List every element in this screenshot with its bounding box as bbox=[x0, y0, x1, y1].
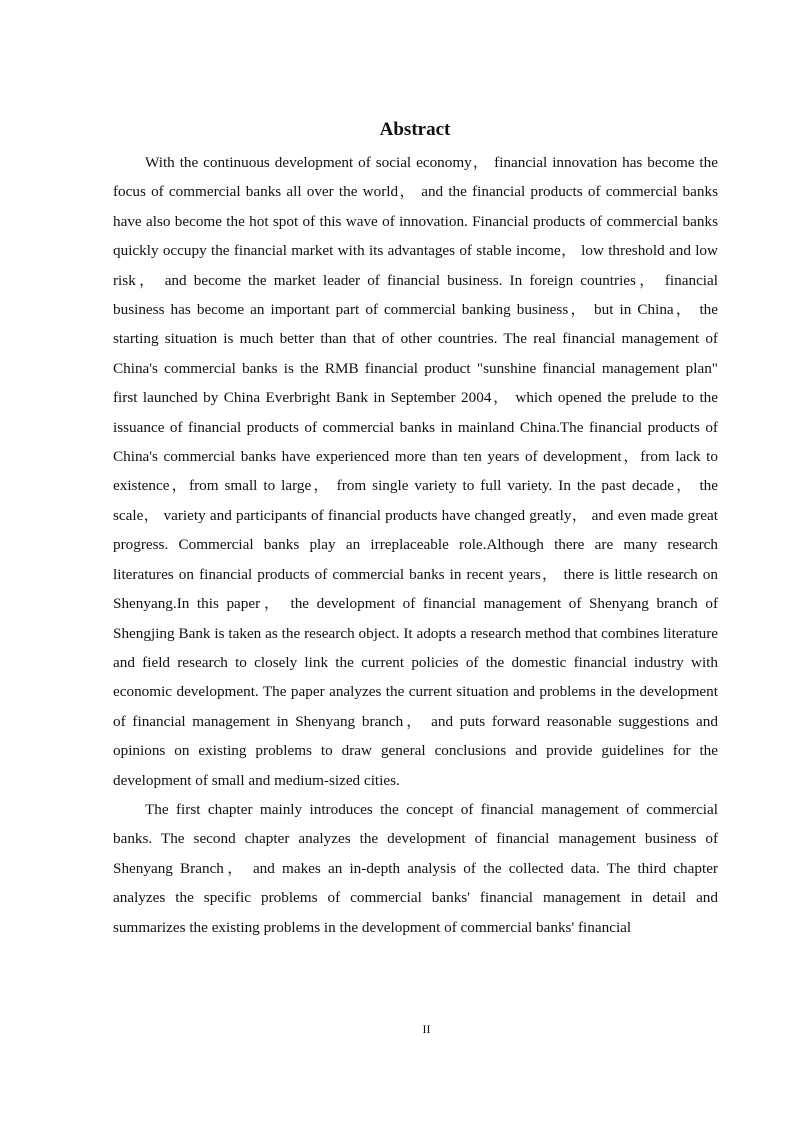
abstract-title: Abstract bbox=[379, 119, 451, 140]
abstract-paragraph-1: With the continuous development of social economy， financial innovation has become the focus of commercial banks all over the world， and the financial products of commercial banks have also become the hot spot of this wave of innovation. Financial products of commercial banks quickly occupy the financial market with its advantages of stable income， low threshold and low risk， and become the market leader of financial business. In foreign countries， financial business has become an important part of commercial banking business， but in China， the starting situation is much better than that of other countries. The real financial management of China's commercial banks is the RMB financial product "sunshine financial management plan" first launched by China Everbright Bank in September 2004， which opened the prelude to the issuance of financial products of commercial banks in mainland China.The financial products of China's commercial banks have experienced more than ten years of development，from lack to existence，from small to large， from single variety to full variety. In the past decade， the scale， variety and participants of financial products have changed greatly， and even made great progress. Commercial banks play an irreplaceable role.Although there are many research literatures on financial products of commercial banks in recent years， there is little research on Shenyang.In this paper， the development of financial management of Shenyang branch of Shengjing Bank is taken as the research object. It adopts a research method that combines literature and field research to closely link the current policies of the domestic financial industry with economic development. The paper analyzes the current situation and problems in the development of financial management in Shenyang branch， and puts forward reasonable suggestions and opinions on existing problems to draw general conclusions and provide guidelines for the development of small and medium-sized cities. bbox=[113, 154, 718, 789]
page-number: II bbox=[422, 1022, 431, 1036]
abstract-paragraph-2: The first chapter mainly introduces the concept of financial management of commercial banks. The second chapter analyzes the development of financial management business of Shenyang Branch， and makes an in-depth analysis of the collected data. The third chapter analyzes the specific problems of commercial banks' financial management in detail and summarizes the existing problems in the development of commercial banks' financial bbox=[113, 800, 718, 936]
abstract-body bbox=[113, 148, 718, 942]
